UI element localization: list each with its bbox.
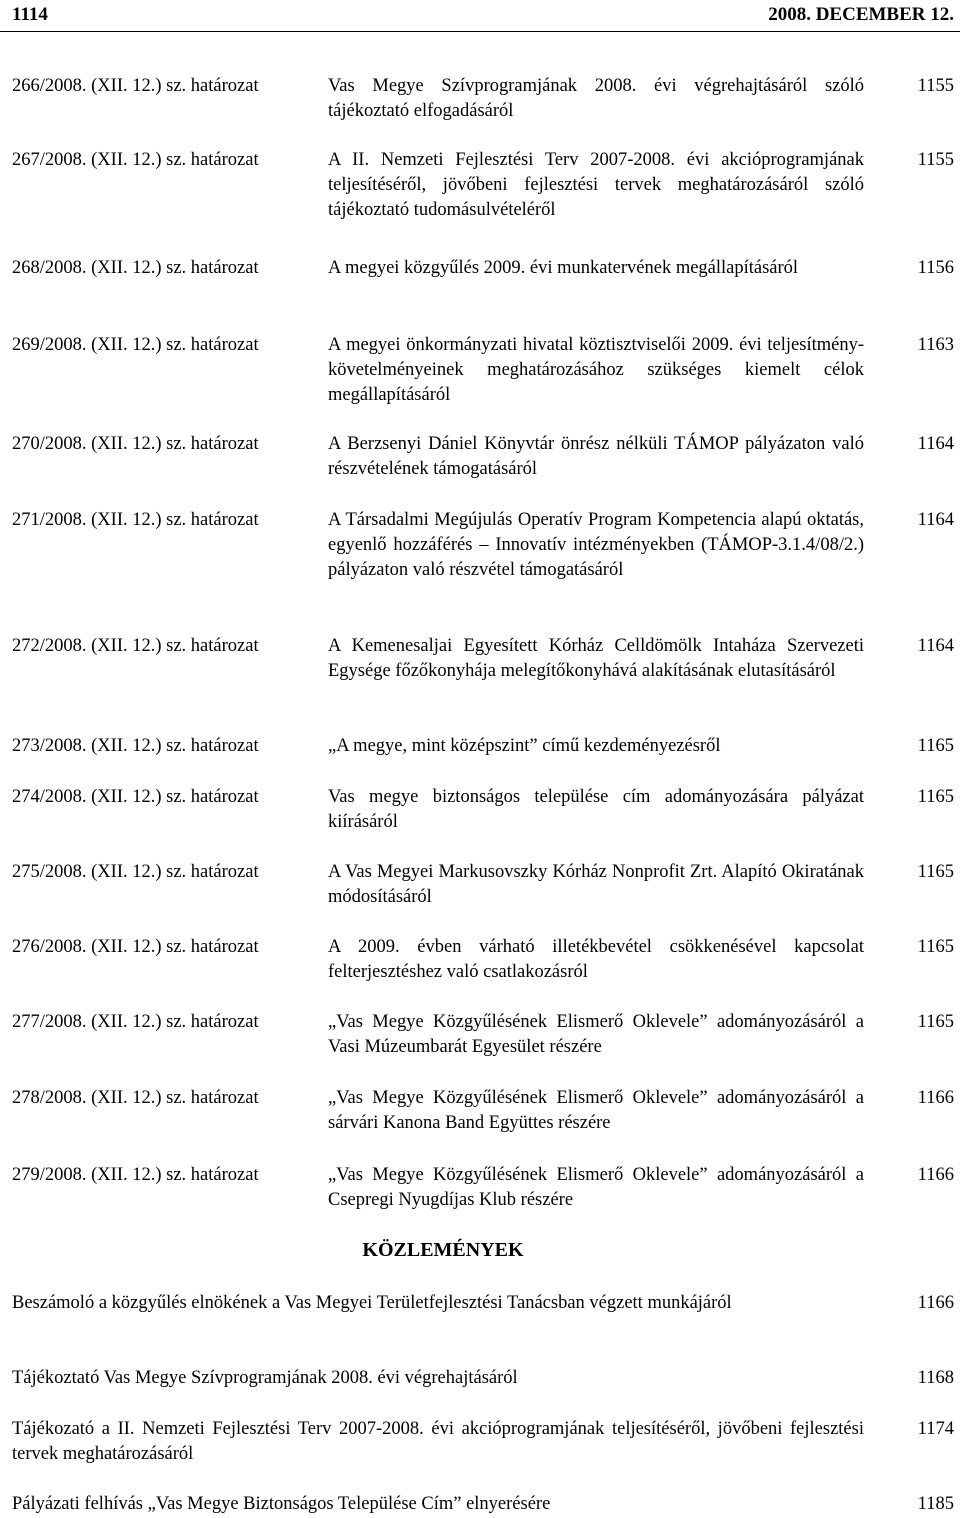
announcement-text: Tájékozató a II. Nemzeti Fejlesztési Terv 2007-2008. évi akcióprogramjának teljesítéséről, jövőbeni fejlesztési tervek meghatározásáról [12, 1419, 864, 1464]
page-ref: 1156 [917, 258, 954, 278]
resolution-title: A megyei önkormányzati hivatal köztisztviselői 2009. évi teljesítmény-követelményeinek meghatározásához szükséges kiemelt célok megállapításáról [328, 335, 864, 405]
resolution-title: „Vas Megye Közgyűlésének Elismerő Oklevele” adományozásáról a sárvári Kanona Band Együttes részére [328, 1088, 864, 1133]
page-ref: 1166 [917, 1088, 954, 1108]
page-ref: 1165 [917, 862, 954, 882]
announcement-text: Pályázati felhívás „Vas Megye Biztonságos Települése Cím” elnyerésére [12, 1494, 551, 1514]
page-ref: 1185 [917, 1494, 954, 1514]
resolution-title: A Társadalmi Megújulás Operatív Program Kompetencia alapú oktatás, egyenlő hozzáférés – Innovatív intézményekben (TÁMOP-3.1.4/08/2.) pályázaton való részvétel támogatásáról [328, 510, 864, 580]
resolution-ref: 277/2008. (XII. 12.) sz. határozat [12, 1012, 259, 1032]
resolution-ref: 278/2008. (XII. 12.) sz. határozat [12, 1088, 259, 1108]
page-ref: 1164 [917, 636, 954, 656]
section-title: KÖZLEMÉNYEK [362, 1239, 524, 1261]
page-ref: 1166 [917, 1293, 954, 1313]
resolution-ref: 276/2008. (XII. 12.) sz. határozat [12, 937, 259, 957]
resolution-title: A Berzsenyi Dániel Könyvtár önrész nélküli TÁMOP pályázaton való részvételének támogatásáról [328, 434, 864, 479]
page-ref: 1155 [917, 76, 954, 96]
resolution-ref: 270/2008. (XII. 12.) sz. határozat [12, 434, 259, 454]
resolution-ref: 279/2008. (XII. 12.) sz. határozat [12, 1165, 259, 1185]
resolution-ref: 268/2008. (XII. 12.) sz. határozat [12, 258, 259, 278]
resolution-ref: 266/2008. (XII. 12.) sz. határozat [12, 76, 259, 96]
resolution-ref: 272/2008. (XII. 12.) sz. határozat [12, 636, 259, 656]
resolution-title: Vas Megye Szívprogramjának 2008. évi végrehajtásáról szóló tájékoztató elfogadásáról [328, 76, 864, 121]
page-ref: 1164 [917, 510, 954, 530]
page-ref: 1165 [917, 1012, 954, 1032]
page-ref: 1163 [917, 335, 954, 355]
page-ref: 1165 [917, 787, 954, 807]
resolution-title: „Vas Megye Közgyűlésének Elismerő Oklevele” adományozásáról a Vasi Múzeumbarát Egyesület részére [328, 1012, 864, 1057]
resolution-ref: 271/2008. (XII. 12.) sz. határozat [12, 510, 259, 530]
announcement-text: Beszámoló a közgyűlés elnökének a Vas Megyei Területfejlesztési Tanácsban végzett munkájáról [12, 1293, 732, 1313]
resolution-title: A 2009. évben várható illetékbevétel csökkenésével kapcsolat felterjesztéshez való csatlakozásról [328, 937, 864, 982]
resolution-ref: 273/2008. (XII. 12.) sz. határozat [12, 736, 259, 756]
resolution-ref: 269/2008. (XII. 12.) sz. határozat [12, 335, 259, 355]
page-number: 1114 [12, 4, 48, 25]
resolution-title: Vas megye biztonságos települése cím adományozására pályázat kiírásáról [328, 787, 864, 832]
resolution-ref: 274/2008. (XII. 12.) sz. határozat [12, 787, 259, 807]
announcement-text: Tájékoztató Vas Megye Szívprogramjának 2008. évi végrehajtásáról [12, 1368, 518, 1388]
page-ref: 1166 [917, 1165, 954, 1185]
page-ref: 1164 [917, 434, 954, 454]
page-header [0, 0, 960, 32]
page-ref: 1174 [917, 1419, 954, 1439]
page-ref: 1168 [917, 1368, 954, 1388]
resolution-title: A II. Nemzeti Fejlesztési Terv 2007-2008. évi akcióprogramjának teljesítéséről, jövőbeni fejlesztési tervek meghatározásáról szóló tájékoztató tudomásulvételéről [328, 150, 864, 220]
resolution-title: A megyei közgyűlés 2009. évi munkatervének megállapításáról [328, 258, 799, 278]
page-ref: 1155 [917, 150, 954, 170]
page-ref: 1165 [917, 736, 954, 756]
resolution-title: „Vas Megye Közgyűlésének Elismerő Oklevele” adományozásáról a Csepregi Nyugdíjas Klub részére [328, 1165, 864, 1210]
issue-date: 2008. DECEMBER 12. [768, 4, 954, 25]
resolution-title: A Vas Megyei Markusovszky Kórház Nonprofit Zrt. Alapító Okiratának módosításáról [328, 862, 864, 907]
page-ref: 1165 [917, 937, 954, 957]
resolution-title: „A megye, mint középszint” című kezdeményezésről [328, 736, 721, 756]
resolution-title: A Kemenesaljai Egyesített Kórház Celldömölk Intaháza Szervezeti Egysége főzőkonyhája melegítőkonyhává alakításának elutasításáról [328, 636, 864, 681]
resolution-ref: 275/2008. (XII. 12.) sz. határozat [12, 862, 259, 882]
resolution-ref: 267/2008. (XII. 12.) sz. határozat [12, 150, 259, 170]
